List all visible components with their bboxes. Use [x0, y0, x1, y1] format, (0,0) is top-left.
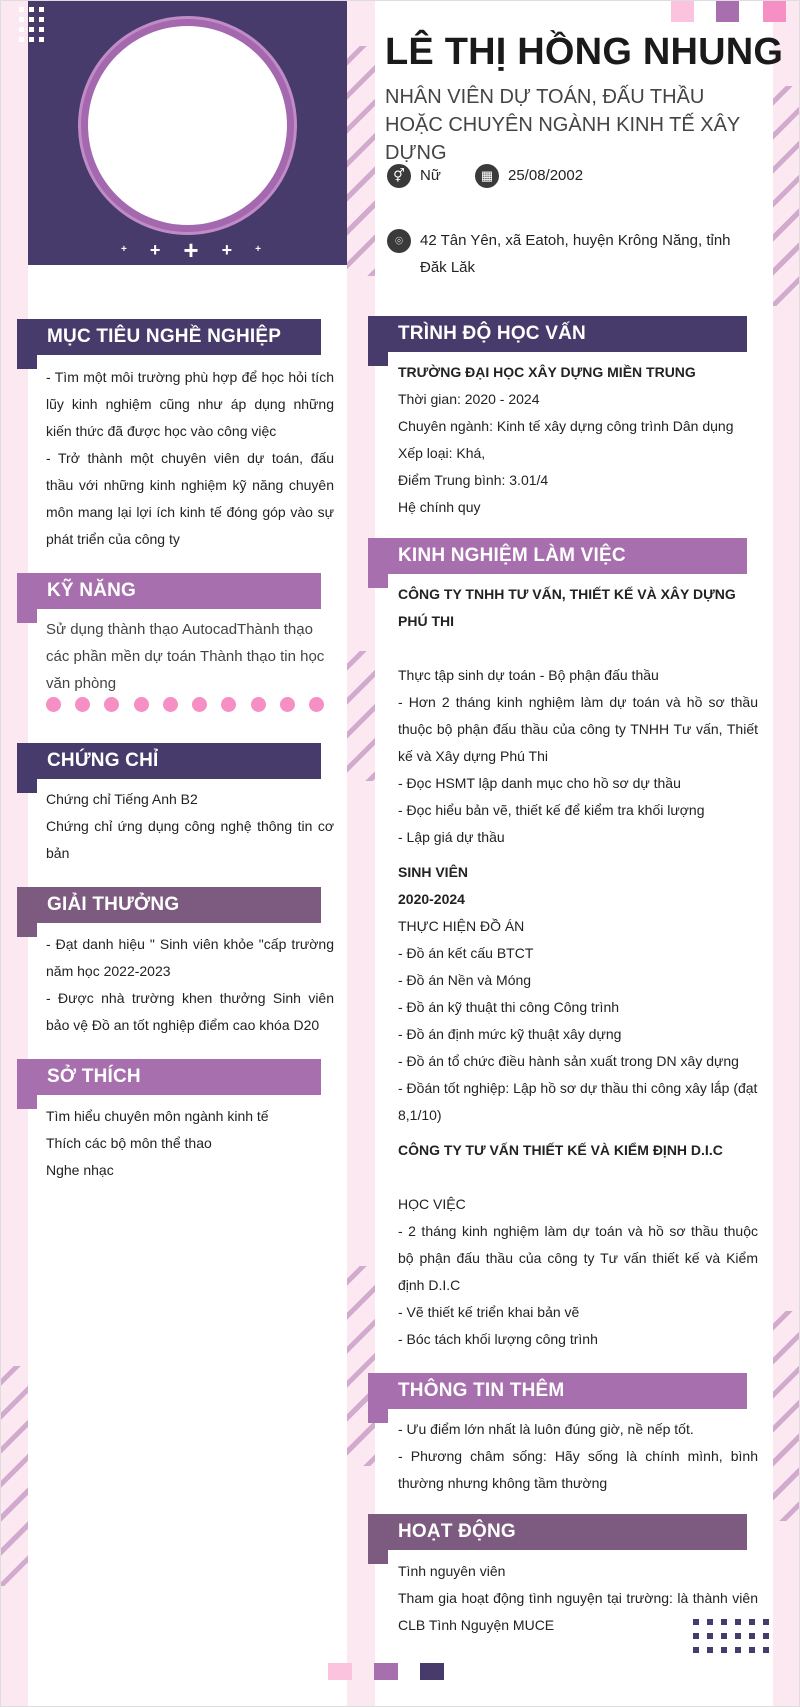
additional-line: - Phương châm sống: Hãy sống là chính mình, bình thường nhưng không tầm thường [398, 1448, 758, 1491]
diagonal-stripes-decoration [773, 1311, 800, 1521]
education-line: Xếp loại: Khá, [398, 445, 486, 461]
experience-line: - Đồ án Nền và Móng [398, 972, 532, 988]
section-skills-header [17, 573, 321, 609]
section-additional-header [368, 1373, 747, 1409]
experience-line: - Bóc tách khối lượng công trình [398, 1331, 598, 1347]
school-name: TRƯỜNG ĐẠI HỌC XÂY DỰNG MIỀN TRUNG [398, 364, 696, 380]
certificate-item: Chứng chỉ ứng dụng công nghệ thông tin cơ bản [46, 818, 334, 861]
diagonal-stripes-decoration [773, 86, 800, 306]
decor-square [763, 1, 786, 22]
location-pin-icon: ⌾ [387, 229, 411, 253]
decor-square [671, 1, 694, 22]
objective-line: - Tìm một môi trường phù hợp để học hỏi tích lũy kinh nghiệm cũng như áp dụng những kiến thức đã được học vào công việc [46, 369, 334, 439]
diagonal-stripes-decoration [347, 1266, 375, 1466]
activity-line: Tham gia hoạt động tình nguyện tại trường: là thành viên CLB Tình Nguyện MUCE [398, 1590, 758, 1633]
experience-line: - Đọc HSMT lập danh mục cho hồ sơ dự thầu [398, 775, 681, 791]
dot-grid-decoration [19, 7, 44, 42]
objective-line: - Trở thành một chuyên viên dự toán, đấu thầu với những kinh nghiệm kỹ năng chuyên môn mang lại lợi ích kinh tế đóng góp vào sự phát triển của công ty [46, 450, 334, 547]
decor-square [374, 1663, 398, 1680]
hobbies-body [46, 1103, 334, 1184]
section-objective-header [17, 319, 321, 355]
section-title: THÔNG TIN THÊM [398, 1380, 565, 1401]
section-activities-header [368, 1514, 747, 1550]
section-title: CHỨNG CHỈ [47, 750, 159, 771]
section-awards-header [17, 887, 321, 923]
section-title: MỤC TIÊU NGHỀ NGHIỆP [47, 326, 282, 347]
experience-line: HỌC VIỆC [398, 1196, 466, 1212]
experience-line: Thực tập sinh dự toán - Bộ phận đấu thầu [398, 667, 659, 683]
diagonal-stripes-decoration [1, 1366, 28, 1586]
education-line: Thời gian: 2020 - 2024 [398, 391, 540, 407]
company-name: CÔNG TY TNHH TƯ VẤN, THIẾT KẾ VÀ XÂY DỰNG PHÚ THI [398, 586, 736, 629]
section-certificates-header [17, 743, 321, 779]
section-title: SỞ THÍCH [47, 1066, 141, 1087]
calendar-icon: ▦ [475, 164, 499, 188]
education-line: Hệ chính quy [398, 499, 481, 515]
section-title: KINH NGHIỆM LÀM VIỆC [398, 545, 626, 566]
birthdate-value: 25/08/2002 [508, 167, 584, 184]
gender-icon: ⚥ [387, 164, 411, 188]
section-title: KỸ NĂNG [47, 580, 137, 601]
experience-line: - Đồ án định mức kỹ thuật xây dựng [398, 1026, 622, 1042]
additional-line: - Ưu điểm lớn nhất là luôn đúng giờ, nề nếp tốt. [398, 1421, 694, 1437]
experience-line: THỰC HIỆN ĐỒ ÁN [398, 918, 525, 934]
company-name: CÔNG TY TƯ VẤN THIẾT KẾ VÀ KIỂM ĐỊNH D.I.C [398, 1142, 723, 1158]
diagonal-stripes-decoration [347, 46, 375, 276]
section-title: TRÌNH ĐỘ HỌC VẤN [398, 323, 586, 344]
objective-body [46, 364, 334, 553]
experience-line: - Đồ án tổ chức điều hành sản xuất trong DN xây dựng [398, 1053, 739, 1069]
hobby-item: Thích các bộ môn thể thao [46, 1135, 212, 1151]
award-item: - Được nhà trường khen thưởng Sinh viên bảo vệ Đồ an tốt nghiệp điểm cao khóa D20 [46, 990, 334, 1033]
certificate-item: Chứng chỉ Tiếng Anh B2 [46, 791, 198, 807]
candidate-name: LÊ THỊ HỒNG NHUNG [385, 31, 784, 73]
decor-square [716, 1, 739, 22]
experience-line: - Đồ án kết cấu BTCT [398, 945, 534, 961]
decor-square [420, 1663, 444, 1680]
experience-line: - Lập giá dự thầu [398, 829, 505, 845]
hobby-item: Nghe nhạc [46, 1162, 114, 1178]
education-body [398, 359, 758, 521]
section-education-header [368, 316, 747, 352]
experience-line: - Vẽ thiết kế triển khai bản vẽ [398, 1304, 580, 1320]
experience-body [398, 581, 758, 1353]
experience-line: - Đồ án kỹ thuật thi công Công trình [398, 999, 620, 1015]
decor-square [328, 1663, 352, 1680]
certificates-body [46, 786, 334, 867]
diagonal-stripes-decoration [347, 651, 375, 781]
experience-line: - 2 tháng kinh nghiệm làm dự toán và hồ sơ thầu thuộc bộ phận đấu thầu của công ty Tư vấn thiết kế và Kiểm định D.I.C [398, 1223, 758, 1293]
education-line: Điểm Trung bình: 3.01/4 [398, 472, 549, 488]
plus-decoration: + + + + + [121, 235, 261, 265]
section-title: GIẢI THƯỞNG [47, 894, 180, 915]
experience-line: - Đọc hiểu bản vẽ, thiết kế để kiểm tra khối lượng [398, 802, 705, 818]
address-value: 42 Tân Yên, xã Eatoh, huyện Krông Năng, tỉnh Đăk Lăk [420, 232, 731, 276]
additional-body [398, 1416, 758, 1497]
section-hobbies-header [17, 1059, 321, 1095]
role-period: 2020-2024 [398, 891, 465, 907]
avatar[interactable] [88, 26, 287, 225]
experience-line: - Đồán tốt nghiệp: Lập hồ sơ dự thầu thi công xây lắp (đạt 8,1/10) [398, 1080, 758, 1123]
skills-body: Sử dụng thành thạo AutocadThành thạo các phần mền dự toán Thành thạo tin học văn phòng [46, 621, 325, 692]
section-title: HOẠT ĐỘNG [398, 1521, 516, 1542]
award-item: - Đạt danh hiệu " Sinh viên khỏe "cấp trường năm học 2022-2023 [46, 936, 334, 979]
skill-level-dots [46, 697, 324, 712]
awards-body [46, 931, 334, 1039]
section-experience-header [368, 538, 747, 574]
activity-line: Tình nguyên viên [398, 1563, 506, 1579]
education-line: Chuyên ngành: Kinh tế xây dựng công trình Dân dụng [398, 418, 734, 434]
gender-value: Nữ [420, 167, 441, 184]
experience-line: - Hơn 2 tháng kinh nghiệm làm dự toán và hồ sơ thầu thuộc bộ phận đấu thầu của công ty TNHH Tư vấn, Thiết kế và Xây dựng Phú Thi [398, 694, 758, 764]
dot-grid-decoration [693, 1619, 769, 1653]
job-position: NHÂN VIÊN DỰ TOÁN, ĐẤU THẦU HOẶC CHUYÊN NGÀNH KINH TẾ XÂY DỰNG [385, 86, 740, 164]
role-title: SINH VIÊN [398, 864, 469, 880]
hobby-item: Tìm hiểu chuyên môn ngành kinh tế [46, 1108, 269, 1124]
